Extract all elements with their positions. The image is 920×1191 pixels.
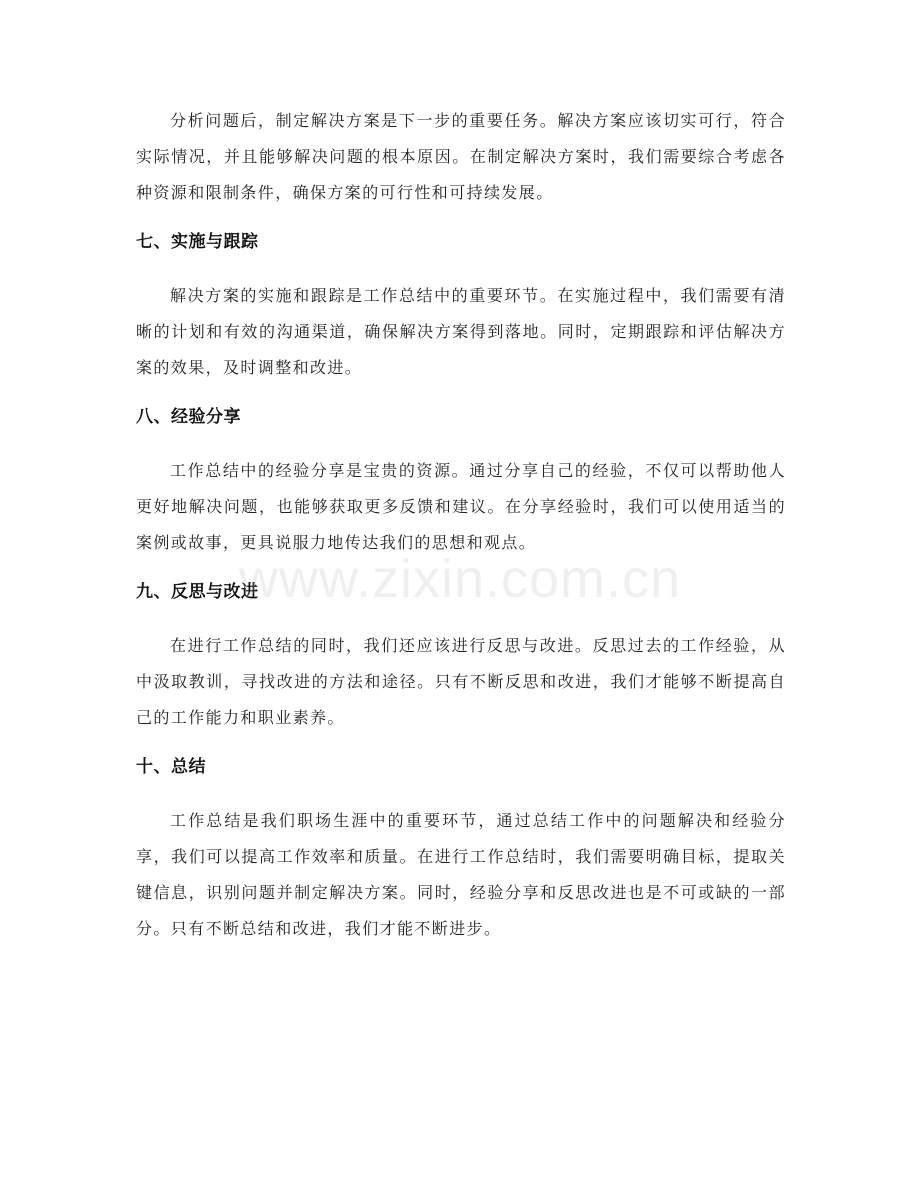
section-paragraph-8: 工作总结中的经验分享是宝贵的资源。通过分享自己的经验，不仅可以帮助他人更好地解决问题，也能够获取更多反馈和建议。在分享经验时，我们可以使用适当的案例或故事，更具说服力地传达我们的思想和观点。 [136, 461, 786, 552]
section-heading-9: 九、反思与改进 [136, 582, 259, 602]
watermark: www.zixin.com.cn [238, 549, 682, 609]
section-paragraph-10: 工作总结是我们职场生涯中的重要环节，通过总结工作中的问题解决和经验分享，我们可以提高工作效率和质量。在进行工作总结时，我们需要明确目标，提取关键信息，识别问题并制定解决方案。同时，经验分享和反思改进也是不可或缺的一部分。只有不断总结和改进，我们才能不断进步。 [136, 811, 786, 938]
intro-paragraph: 分析问题后，制定解决方案是下一步的重要任务。解决方案应该切实可行，符合实际情况，并且能够解决问题的根本原因。在制定解决方案时，我们需要综合考虑各种资源和限制条件，确保方案的可行性和可持续发展。 [136, 111, 786, 202]
section-heading-10: 十、总结 [136, 757, 206, 777]
section-heading-8: 八、经验分享 [136, 407, 241, 427]
document-body [136, 103, 786, 947]
section-paragraph-9: 在进行工作总结的同时，我们还应该进行反思与改进。反思过去的工作经验，从中汲取教训，寻找改进的方法和途径。只有不断反思和改进，我们才能够不断提高自己的工作能力和职业素养。 [136, 636, 786, 727]
section-heading-7: 七、实施与跟踪 [136, 232, 259, 252]
section-paragraph-7: 解决方案的实施和跟踪是工作总结中的重要环节。在实施过程中，我们需要有清晰的计划和有效的沟通渠道，确保解决方案得到落地。同时，定期跟踪和评估解决方案的效果，及时调整和改进。 [136, 286, 786, 377]
